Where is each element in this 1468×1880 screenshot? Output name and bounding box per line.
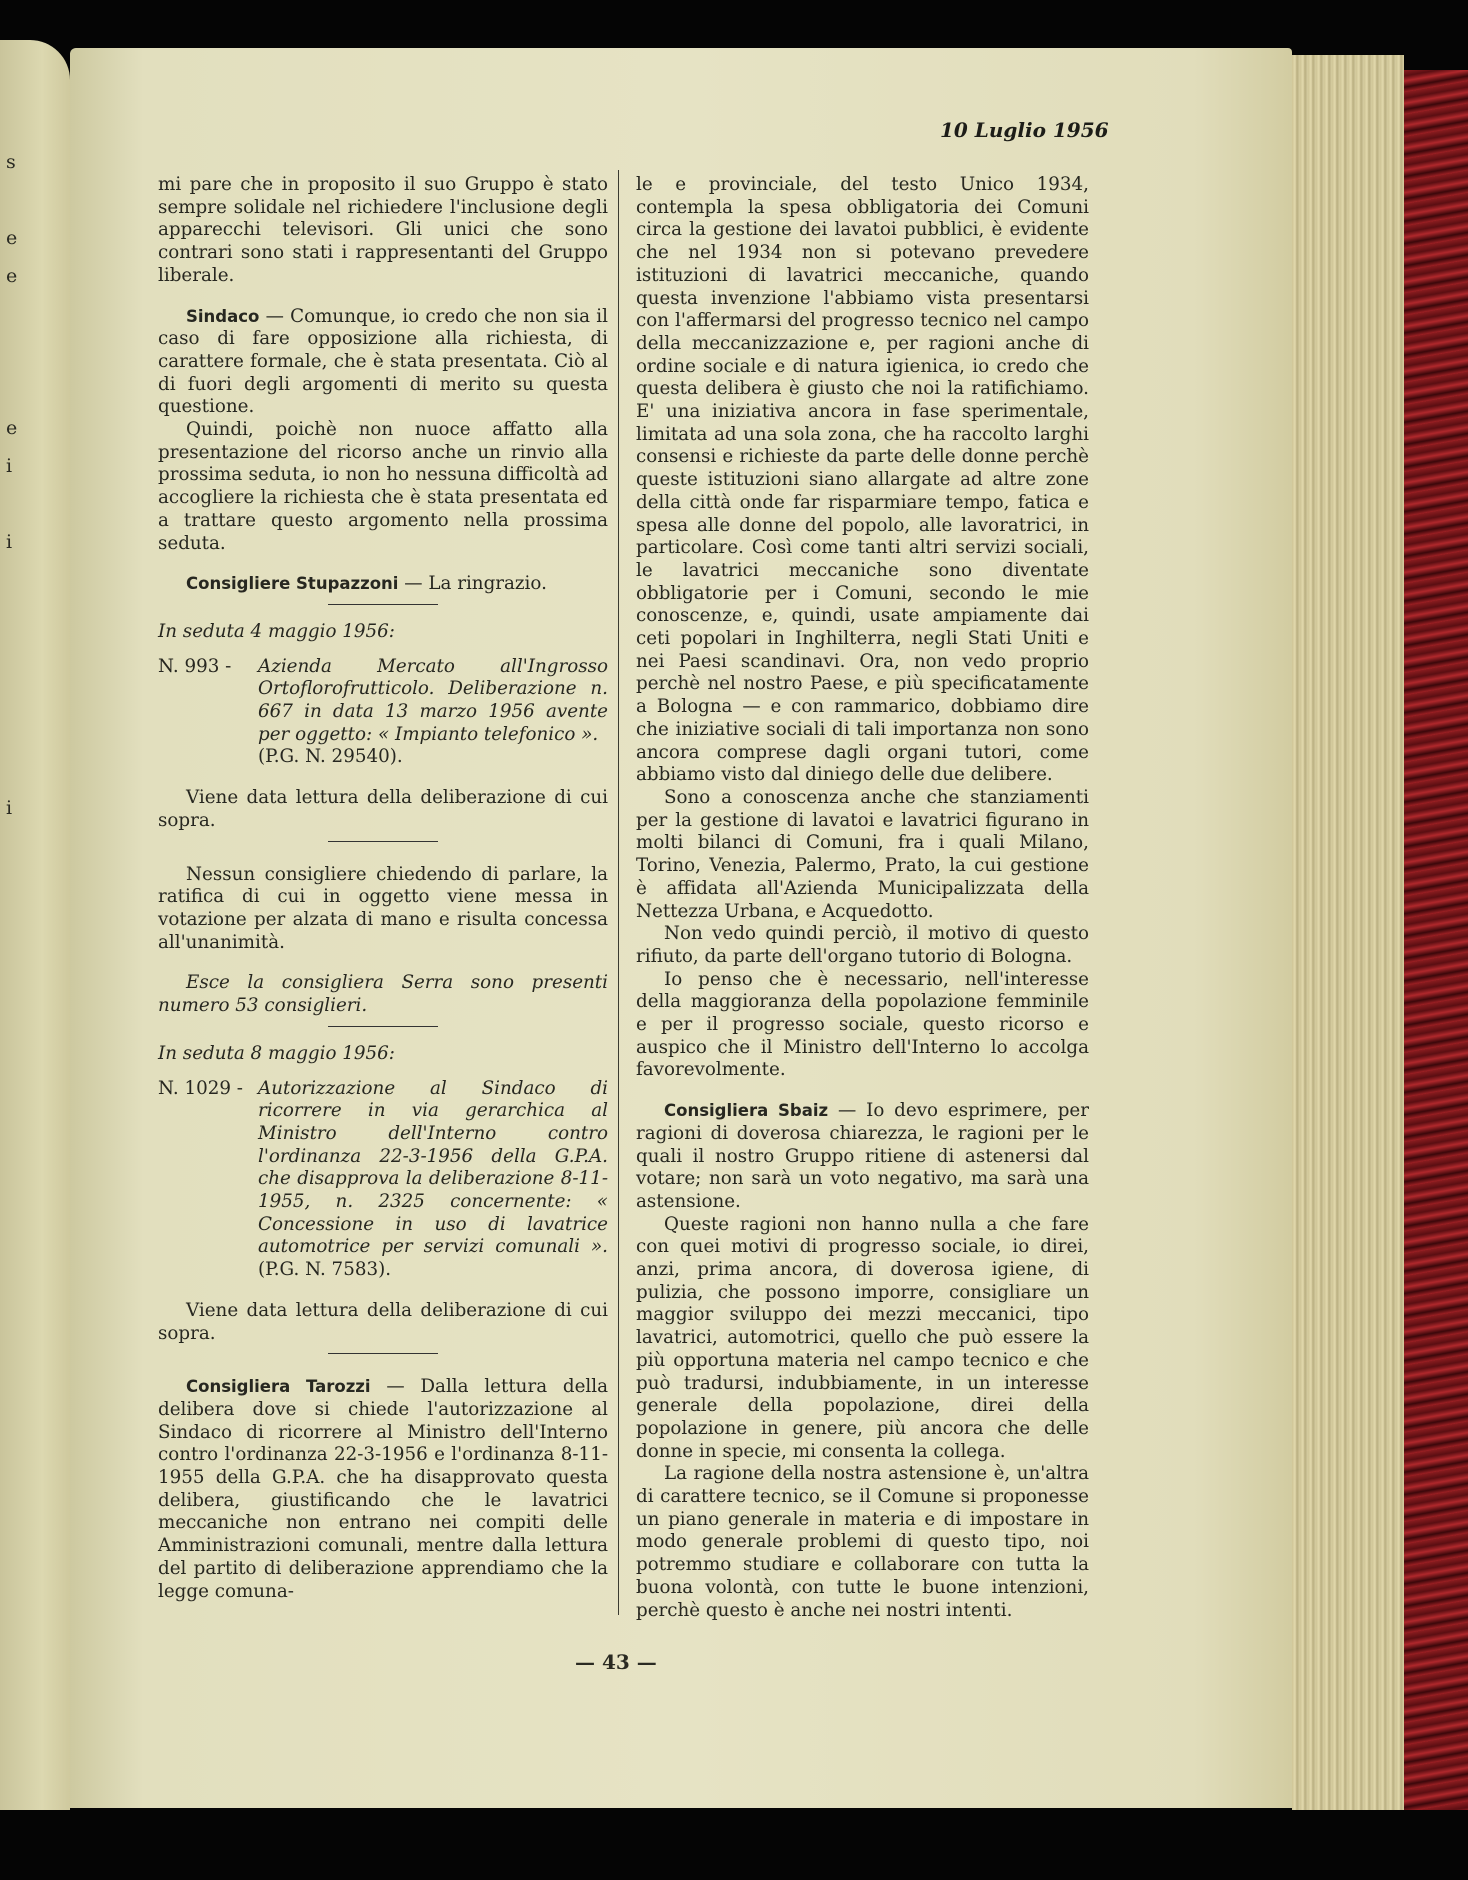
left-page-fragment: s xyxy=(6,151,16,173)
speech-text: — Io devo esprimere, per ragioni di doverosa chiarezza, le ragioni per le quali il nostro Gruppo ritiene di astenersi dal votare; non sarà un voto negativo, ma sarà una astensione. xyxy=(636,1100,1089,1212)
agenda-item xyxy=(158,656,608,770)
separator-rule xyxy=(328,1026,438,1027)
paragraph: Non vedo quindi perciò, il motivo di questo rifiuto, da parte dell'organo tutorio di Bologna. xyxy=(636,923,1089,967)
attendance-note: Esce la consigliera Serra sono presenti numero 53 consiglieri. xyxy=(158,972,608,1017)
speaker-name: Sindaco xyxy=(186,306,260,326)
left-column xyxy=(158,174,608,1603)
paragraph: Queste ragioni non hanno nulla a che fare con quei motivi di progresso sociale, io direi, anzi, prima ancora, di doverosa igiene, di pulizia, che possono imporre, consigliare un maggior sviluppo dei mezzi meccanici, tipo lavatrici, automotrici, quello che può essere la più opportuna materia nel campo tecnico e che può tradursi, indubbiamente, in un interesse generale della popolazione, direi della popolazione in genere, più ancora che delle donne in specie, mi consenta la collega. xyxy=(636,1213,1089,1462)
paragraph: le e provinciale, del testo Unico 1934, contempla la spesa obbligatoria dei Comuni circa la gestione dei lavatoi pubblici, è evidente che nel 1934 non si potevano prevedere istituzioni di lavatrici meccaniche, quando questa invenzione l'abbiamo vista presentarsi con l'affermarsi del progresso tecnico nel campo della meccanizzazione e, per ragioni anche di ordine sociale e di natura igienica, io credo che questa delibera è giusto che noi la ratifichiamo. E' una iniziativa ancora in fase sperimentale, limitata ad una sola zona, che ha raccolto larghi consensi e richieste da parte delle donne perchè queste istituzioni siano allargate ad altre zone della città onde far risparmiare tempo, fatica e spesa alle donne del popolo, alle lavoratrici, in particolare. Così come tanti altri servizi sociali, le lavatrici meccaniche sono diventate obbligatorie per i Comuni, secondo le mie conoscenze, e, quindi, usate ampiamente dai ceti popolari in Inghilterra, negli Stati Uniti e nei Paesi scandinavi. Ora, non vedo proprio perchè nel nostro Paese, e più specificatamente a Bologna — e con rammarico, dobbiamo dire che iniziative sociali di tali importanza non sono ancora comprese dagli organi tutori, come abbiamo visto dal diniego delle due delibere. xyxy=(636,174,1089,786)
book-page-edges xyxy=(1292,55,1404,1810)
speaker-name: Consigliera Sbaiz xyxy=(664,1101,829,1121)
separator-rule xyxy=(328,604,438,605)
agenda-item xyxy=(158,1078,608,1282)
book-cover-edge xyxy=(1404,70,1468,1810)
item-text xyxy=(258,656,608,770)
speech-text: — La ringrazio. xyxy=(398,573,547,595)
left-page-fragment: i xyxy=(6,797,13,819)
item-text xyxy=(258,1078,608,1282)
paragraph: Quindi, poichè non nuoce affatto alla presentazione del ricorso anche un rinvio alla prossima seduta, io non ho nessuna difficoltà ad accogliere la richiesta che è stata presentata ed a trattare questo argomento nella prossima seduta. xyxy=(158,419,608,554)
speech-text: — Comunque, io credo che non sia il caso di fare opposizione alla richiesta, di carattere formale, che è stata presentata. Ciò al di fuori degli argomenti di merito su questa questione. xyxy=(158,305,608,418)
item-number: N. 1029 - xyxy=(158,1077,243,1099)
paragraph: La ragione della nostra astensione è, un'altra di carattere tecnico, se il Comune si proponesse un piano generale in materia e di impostare in modo generale problemi di questo tipo, noi potremmo studiare e collaborare con tutta la buona volontà, con tutte le buone intenzioni, perchè questo è anche nei nostri intenti. xyxy=(636,1463,1089,1621)
paragraph: Viene data lettura della deliberazione di cui sopra. xyxy=(158,787,608,831)
item-number: N. 993 - xyxy=(158,655,232,677)
item-reference: (P.G. N. 7583). xyxy=(258,1259,392,1281)
left-page-fragment: i xyxy=(6,455,13,477)
speech xyxy=(636,1100,1089,1214)
previous-page-edge xyxy=(0,40,70,1810)
separator-rule xyxy=(328,1353,438,1354)
speech xyxy=(158,573,608,596)
left-page-fragment: e xyxy=(6,417,18,439)
column-divider xyxy=(618,170,619,1615)
item-title: Azienda Mercato all'Ingrosso Ortoflorofrutticolo. Deliberazione n. 667 in data 13 marzo 1956 avente per oggetto: « Impianto telefonico ». xyxy=(258,655,608,745)
speaker-name: Consigliera Tarozzi xyxy=(186,1377,371,1397)
right-column xyxy=(636,174,1089,1622)
session-heading: In seduta 8 maggio 1956: xyxy=(158,1042,395,1064)
left-page-fragment: e xyxy=(6,227,18,249)
left-page-fragment: i xyxy=(6,531,13,553)
page-header-date: 10 Luglio 1956 xyxy=(940,118,1109,142)
item-title: Autorizzazione al Sindaco di ricorrere in via gerarchica al Ministro dell'Interno contro l'ordinanza 22-3-1956 della G.P.A. che disapprova la deliberazione 8-11-1955, n. 2325 concernente: « Concessione in uso di lavatrice automotrice per servizi comunali ». xyxy=(258,1077,608,1258)
speech-text: — Dalla lettura della delibera dove si chiede l'autorizzazione al Sindaco di ricorrere al Ministro dell'Interno contro l'ordinanza 22-3-1956 e l'ordinanza 8-11-1955 della G.P.A. che ha disapprovato questa delibera, giustificando che le lavatrici meccaniche non entrano nei compiti delle Amministrazioni comunali, mentre dalla lettura del partito di deliberazione apprendiamo che la legge comuna- xyxy=(158,1376,608,1602)
paragraph: Nessun consigliere chiedendo di parlare, la ratifica di cui in oggetto viene messa in votazione per alzata di mano e risulta concessa all'unanimità. xyxy=(158,863,608,953)
paragraph: Viene data lettura della deliberazione di cui sopra. xyxy=(158,1299,608,1344)
separator-rule xyxy=(328,841,438,842)
speech xyxy=(158,1376,608,1603)
item-reference: (P.G. N. 29540). xyxy=(258,746,403,768)
paragraph: Sono a conoscenza anche che stanziamenti per la gestione di lavatoi e lavatrici figurano in molti bilanci di Comuni, fra i quali Milano, Torino, Venezia, Palermo, Prato, la cui gestione è affidata all'Azienda Municipalizzata della Nettezza Urbana, e Acquedotto. xyxy=(636,786,1089,922)
session-heading: In seduta 4 maggio 1956: xyxy=(158,620,395,642)
speaker-name: Consigliere Stupazzoni xyxy=(186,574,399,594)
paragraph: mi pare che in proposito il suo Gruppo è stato sempre solidale nel richiedere l'inclusione degli apparecchi televisori. Gli unici che sono contrari sono stati i rappresentanti del Gruppo liberale. xyxy=(158,174,608,286)
page-number: — 43 — xyxy=(575,1650,657,1674)
paragraph: Io penso che è necessario, nell'interesse della maggioranza della popolazione femminile e per il progresso sociale, questo ricorso e auspico che il Ministro dell'Interno lo accolga favorevolmente. xyxy=(636,968,1089,1081)
left-page-fragment: e xyxy=(6,265,18,287)
speech xyxy=(158,306,608,420)
